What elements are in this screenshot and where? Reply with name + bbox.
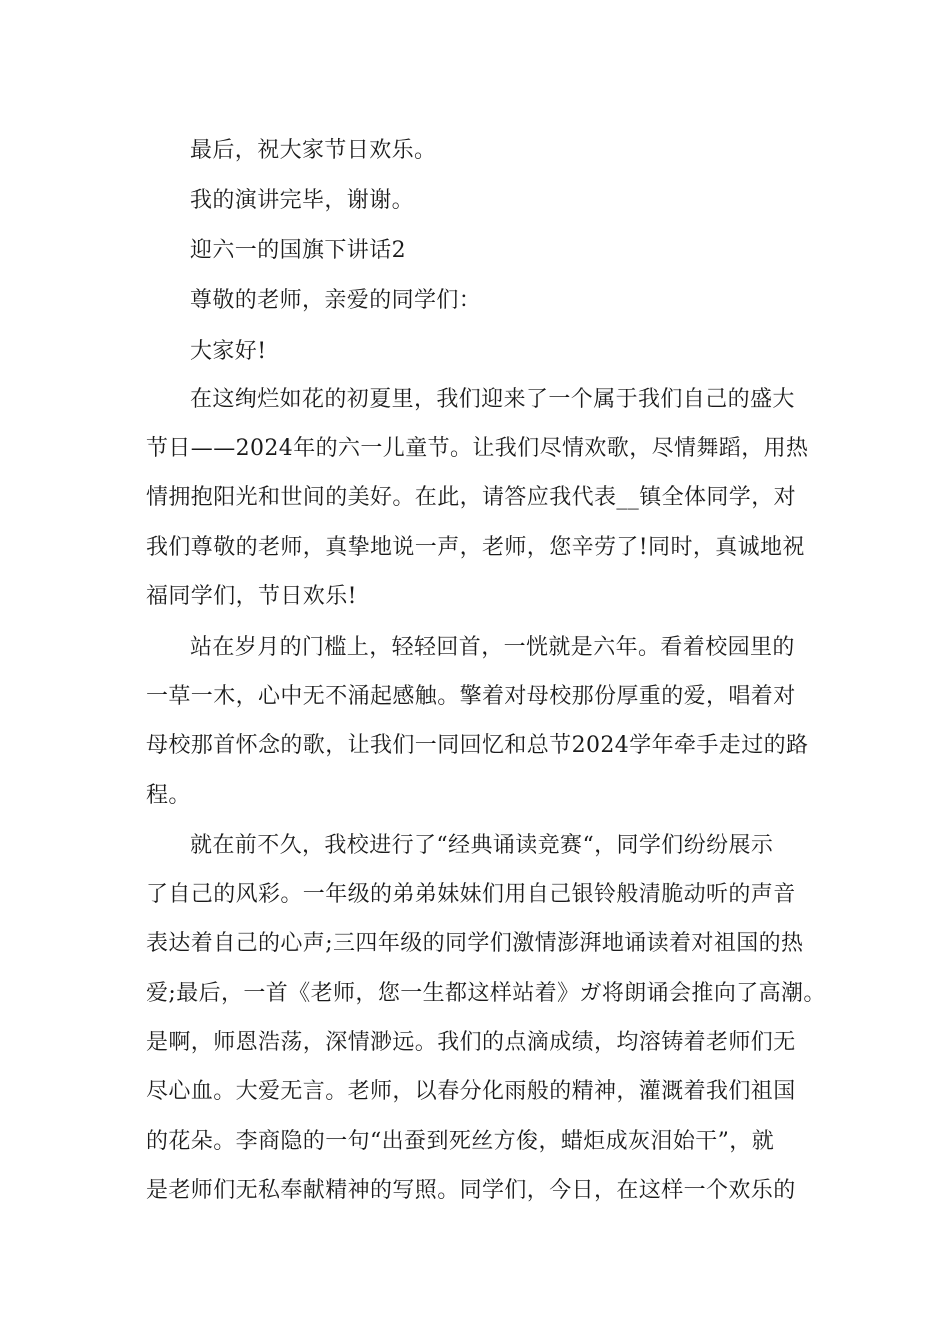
paragraph-line: 尽心血。大爱无言。老师，以春分化雨般的精神，灌溉着我们祖国 [146, 1079, 796, 1104]
paragraph-line: 爱;最后，一首《老师，您一生都这样站着》ガ将朗诵会推向了高潮。 [146, 981, 826, 1006]
paragraph-line: 就在前不久，我校进行了“经典诵读竞赛“，同学们纷纷展示 [190, 833, 774, 858]
salutation: 尊敬的老师，亲爱的同学们： [190, 288, 482, 313]
paragraph-line: 是啊，师恩浩荡，深情渺远。我们的点滴成绩，均溶铸着老师们无 [146, 1030, 796, 1055]
paragraph-line: 程。 [146, 783, 191, 808]
section-title: 迎六一的国旗下讲话2 [190, 238, 406, 263]
paragraph-line: 最后，祝大家节日欢乐。 [190, 138, 437, 163]
paragraph-line: 母校那首怀念的歌，让我们一同回忆和总节2024学年牵手走过的路 [146, 733, 809, 758]
paragraph-line: 在这绚烂如花的初夏里，我们迎来了一个属于我们自己的盛大 [190, 387, 795, 412]
paragraph-line: 情拥抱阳光和世间的美好。在此，请答应我代表__镇全体同学，对 [146, 485, 797, 510]
paragraph-line: 了自己的风彩。一年级的弟弟妹妹们用自己银铃般清脆动听的声音 [146, 882, 796, 907]
paragraph-line: 站在岁月的门槛上，轻轻回首，一恍就是六年。看着校园里的 [190, 635, 795, 660]
paragraph-line: 表达着自己的心声;三四年级的同学们激情澎湃地诵读着对祖国的热 [146, 931, 804, 956]
paragraph-line: 福同学们，节日欢乐! [146, 584, 357, 609]
paragraph-line: 的花朵。李商隐的一句“出蚕到死丝方俊，蜡炬成灰泪始干”，就 [146, 1129, 775, 1154]
paragraph-line: 是老师们无私奉献精神的写照。同学们，今日，在这样一个欢乐的 [146, 1178, 796, 1203]
paragraph-line: 我的演讲完毕，谢谢。 [190, 188, 415, 213]
paragraph-line: 节日——2024年的六一儿童节。让我们尽情欢歌，尽情舞蹈，用热 [146, 436, 809, 461]
greeting: 大家好! [190, 339, 267, 364]
paragraph-line: 一草一木，心中无不涌起感触。擎着对母校那份厚重的爱，唱着对 [146, 684, 796, 709]
paragraph-line: 我们尊敬的老师，真挚地说一声，老师，您辛劳了!同时，真诚地祝 [146, 535, 805, 560]
